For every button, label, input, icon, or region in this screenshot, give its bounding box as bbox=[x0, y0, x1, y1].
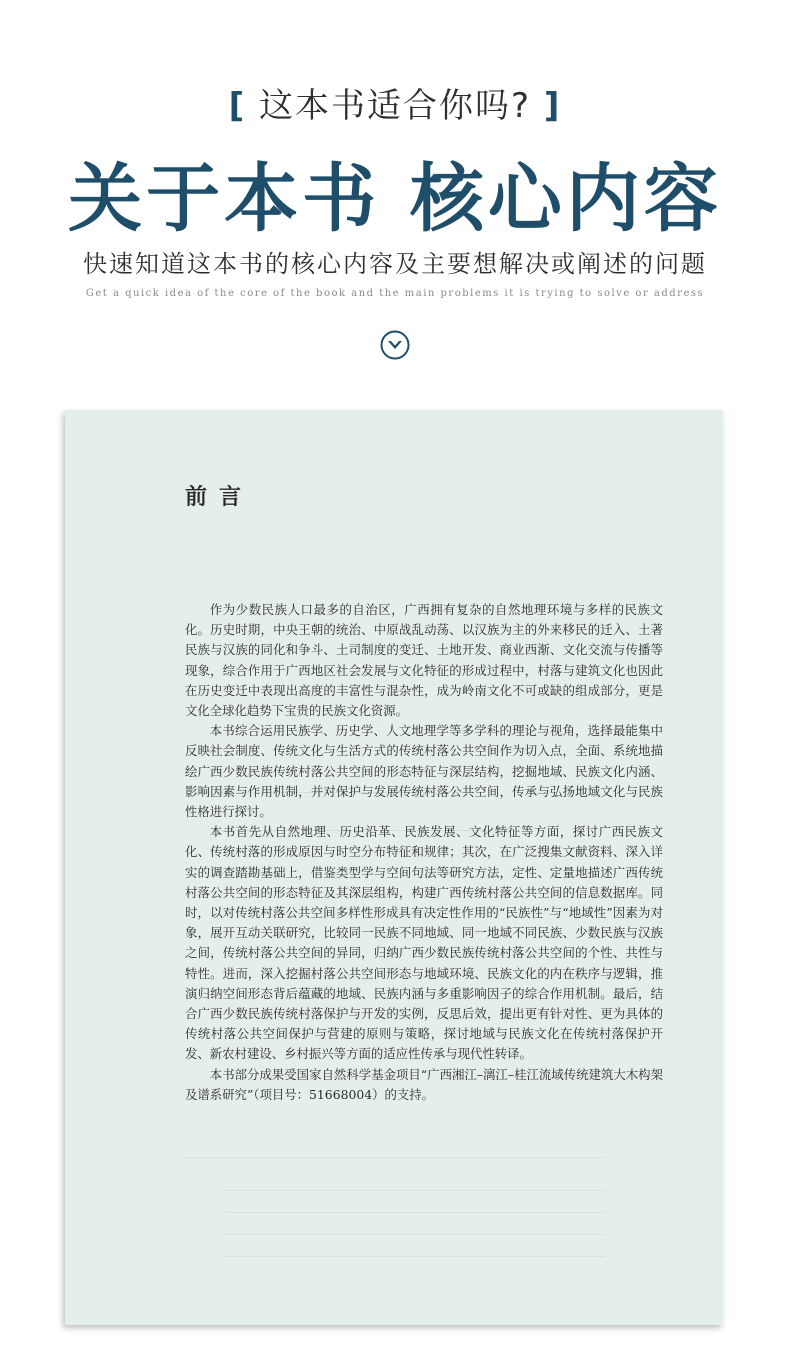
preface-body bbox=[185, 600, 663, 1105]
bracket-open: [ bbox=[228, 86, 247, 126]
question-heading bbox=[0, 78, 790, 127]
subtitle-chinese: 快速知道这本书的核心内容及主要想解决或阐述的问题 bbox=[83, 250, 707, 278]
main-title: 关于本书 核心内容 bbox=[68, 156, 722, 242]
paragraph: 本书首先从自然地理、历史沿革、民族发展、文化特征等方面，探讨广西民族文化、传统村落的形成原因与时空分布特征和规律；其次，在广泛搜集文献资料、深入详实的调查踏勘基础上，借鉴类型学与空间句法等研究方法，定性、定量地描述广西传统村落公共空间的形态特征及其深层组构，构建广西传统村落公共空间的信息数据库。同时，以对传统村落公共空间多样性形成具有决定性作用的“民族性”与“地域性”因素为对象，展开互动关联研究，比较同一民族不同地域、同一地域不同民族、少数民族与汉族之间，传统村落公共空间的异同，归纳广西少数民族传统村落公共空间的个性、共性与特性。进而，深入挖掘村落公共空间形态与地域环境、民族文化的内在秩序与逻辑，推演归纳空间形态背后蕴藏的地域、民族内涵与多重影响因子的综合作用机制。最后，结合广西少数民族传统村落保护与开发的实例，反思后效，提出更有针对性、更为具体的传统村落公共空间保护与营建的原则与策略，探讨地域与民族文化在传统村落保护开发、新农村建设、乡村振兴等方面的适应性传承与现代性转译。 bbox=[185, 824, 663, 1062]
page-title: 前言 bbox=[185, 485, 254, 510]
paragraph: 本书部分成果受国家自然科学基金项目“广西湘江–漓江–桂江流域传统建筑大木构架及谱系研究”（项目号：51668004）的支持。 bbox=[185, 1066, 663, 1102]
chevron-down-circle-icon[interactable] bbox=[380, 330, 410, 360]
paragraph: 作为少数民族人口最多的自治区，广西拥有复杂的自然地理环境与多样的民族文化。历史时期，中央王朝的统治、中原战乱动荡、以汉族为主的外来移民的迁入、土著民族与汉族的同化和争斗、土司制度的变迁、土地开发、商业西渐、文化交流与传播等现象，综合作用于广西地区社会发展与文化特征的形成过程中，村落与建筑文化也因此在历史变迁中表现出高度的丰富性与混杂性，成为岭南文化不可或缺的组成部分，更是文化全球化趋势下宝贵的民族文化资源。 bbox=[185, 602, 663, 719]
question-text: 这本书适合你吗? bbox=[258, 86, 532, 126]
book-page bbox=[65, 410, 723, 1325]
subtitle-english: Get a quick idea of the core of the book and the main problems it is trying to solve or address bbox=[85, 288, 705, 299]
paragraph: 本书综合运用民族学、历史学、人文地理学等多学科的理论与视角，选择最能集中反映社会制度、传统文化与生活方式的传统村落公共空间作为切入点，全面、系统地描绘广西少数民族传统村落公共空间的形态特征与深层结构，挖掘地域、民族文化内涵、影响因素与作用机制，并对保护与发展传统村落公共空间，传承与弘扬地域文化与民族性格进行探讨。 bbox=[185, 723, 663, 820]
bracket-close: ] bbox=[543, 86, 562, 126]
